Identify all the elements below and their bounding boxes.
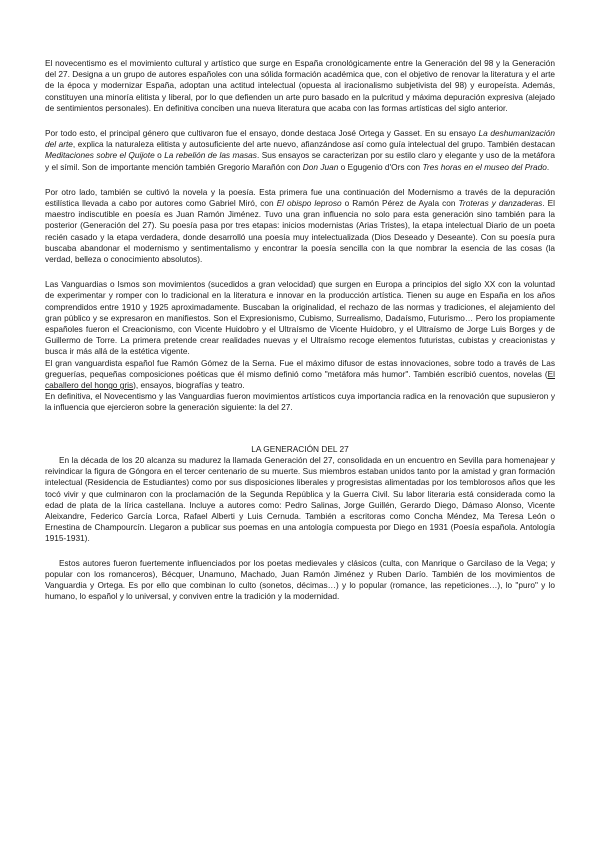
italic-title: Meditaciones sobre el Quijote bbox=[45, 150, 155, 161]
italic-title: Troteras y danzaderas bbox=[458, 198, 543, 209]
paragraph-novela-poesia bbox=[45, 187, 555, 265]
text-run: , explica la naturaleza elitista y autosuficiente del arte nuevo, afianzándose así como guía intelectual del grupo. También destacan bbox=[72, 139, 555, 150]
text-run: Por otro lado, también se cultivó la novela y la poesía. Esta primera fue una continuación del Modernismo a través de la depuración estilística llevada a cabo por autores como Gabriel Miró, con bbox=[45, 186, 555, 209]
paragraph-generacion-27: En la década de los 20 alcanza su madurez la llamada Generación del 27, consolidada en un encuentro en Sevilla para homenajear y reivindicar la figura de Góngora en el tercer centenario de su muerte. Sus miembros estaban unidos tanto por la amistad y gran formación intelectual (Residencia de Estudiantes) como por sus disposiciones liberales y progresistas alimentadas por los temblorosos años que les tocó vivir y que culminaron con la proclamación de la Segunda República y la Guerra Civil. Su labor literaria está considerada como la edad de plata de la lírica castellana. Incluye a autores como: Pedro Salinas, Jorge Guillén, Gerardo Diego, Dámaso Alonso, Vicente Aleixandre, Federico García Lorca, Rafael Alberti y Luis Cernuda. También a escritoras como Concha Méndez, Ma Teresa León o Ernestina de Champourcín. Llegaron a publicar sus poemas en una antología compuesta por Diego en 1931 (Poesía española. Antología 1915-1931). bbox=[45, 454, 555, 544]
paragraph-vanguardias: Las Vanguardias o Ismos son movimientos (sucedidos a gran velocidad) que surgen en Europa a principios del siglo XX con la voluntad de experimentar y romper con lo tradicional en la literatura e innovar en la producción artística. Tienen su auge en España en los años comprendidos entre 1910 y 1925 aproximadamente. Buscaban la originalidad, el rechazo de las normas y tradiciones, el alejamiento del gran público y se expresaron en manifiestos. Son el Expresionismo, Cubismo, Surrealismo, Dadaísmo, Futurismo… Pero los propiamente españoles fueron el Creacionismo, con Vicente Huidobro y el Ultraísmo de Vicente Huidobro, y el Ultraísmo de Jorge Luis Borges y de Guillermo de Torre. La primera pretende crear realidades nuevas y el Ultraísmo recoge elementos futuristas, cubistas y creacionistas y busca ir más allá de la estética vigente. bbox=[45, 279, 555, 357]
paragraph-novecentismo-intro: El novecentismo es el movimiento cultural y artístico que surge en España cronológicamente entre la Generación del 98 y la Generación del 27. Designa a un grupo de autores españoles con una sólida formación académica que, con el objetivo de renovar la literatura y el arte de la época y modernizar España, adoptan una actitud intelectual (opuesta al iracionalismo subjetivista del 98) y europeísta. Además, constituyen una minoría elitista y liberal, por lo que defienden un arte puro basado en la pulcritud y máxima depuración expresiva (alejado de sentimientos personales). En definitiva conciben una nueva literatura que acaba con las formas artísticas del siglo anterior. bbox=[45, 58, 555, 113]
italic-title: El obispo leproso bbox=[276, 198, 342, 209]
section-heading: LA GENERACIÓN DEL 27 bbox=[251, 443, 349, 454]
text-run: o bbox=[154, 150, 165, 161]
paragraph-ensayo bbox=[45, 128, 555, 173]
text-run: . Sus ensayos se caracterizan por su estilo claro y elegante y uso de la metáfora y el símil. Son de importante mención también Gregorio Marañón con bbox=[45, 150, 555, 172]
paragraph-influencias: Estos autores fueron fuertemente influenciados por los poetas medievales y clásicos (culta, con Manrique o Garcilaso de la Vega; y popular con los romanceros), Bécquer, Unamuno, Machado, Juan Ramón Jiménez y Ruben Darío. También de los movimientos de Vanguardia y Ortega. Es por ello que combinan lo culto (sonetos, décimas…) y lo popular (romance, las repeticiones…), lo "puro" y lo humano, lo español y lo universal, y conviven entre la tradición y la modernidad. bbox=[45, 557, 555, 602]
text-run: o Egugenio d'Ors con bbox=[338, 161, 423, 172]
italic-title: La rebelión de las masas bbox=[164, 150, 257, 161]
text-run: Por todo esto, el principal género que cultivaron fue el ensayo, donde destaca José Ortega y Gasset. En su ensayo bbox=[45, 128, 479, 139]
paragraph-conclusion: En definitiva, el Novecentismo y las Vanguardias fueron movimientos artísticos cuya importancia radica en la renovación que supusieron y la influencia que ejercieron sobre la generación siguiente: la del 27. bbox=[45, 391, 555, 413]
document-body bbox=[45, 58, 555, 602]
underlined-title: El caballero del hongo gris bbox=[45, 368, 555, 391]
text-run: o Ramón Pérez de Ayala con bbox=[341, 198, 459, 209]
italic-title: Don Juan bbox=[302, 161, 339, 172]
text-run: . El maestro indiscutible en poesía es Juan Ramón Jiménez. Tuvo una gran influencia no solo para esta generación sino también para la posterior (Generación del 27). Su poesía pasa por tres etapas: inicios modernistas (Arias Tristes), la etapa intelectual Diario de un poeta recién casado y la etapa verdadera, donde desarrolló una poesía muy intelectualizada (Dios Deseado y Deseante). Con su poesía pura buscaba abandonar el modernismo y sentimentalismo y encontrar la poesía sencilla con la que nombrar la esencia de las cosas (la verdad, belleza o conocimiento absolutos). bbox=[45, 198, 555, 265]
text-run: El gran vanguardista español fue Ramón Gómez de la Serna. Fue el máximo difusor de estas innovaciones, sobre todo a través de Las greguerías, pequeñas composiciones poéticas que él mismo definió como "metáfora más humor". También escribió cuentos, novelas ( bbox=[45, 357, 555, 379]
text-run: . bbox=[546, 161, 550, 172]
italic-title: La deshumanización del arte bbox=[45, 128, 556, 150]
paragraph-gomez-de-la-serna bbox=[45, 358, 555, 392]
italic-title: Tres horas en el museo del Prado bbox=[422, 161, 547, 172]
text-run: ), ensayos, biografías y teatro. bbox=[133, 380, 245, 391]
